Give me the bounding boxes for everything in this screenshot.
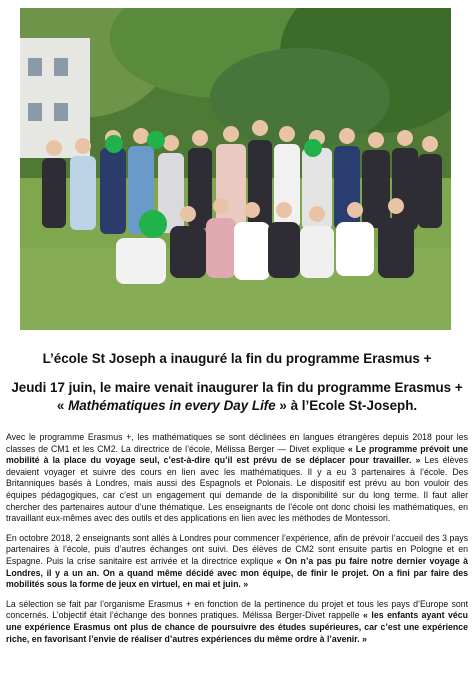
project-title: Mathématiques in every Day Life [68,398,276,413]
article-headline: L’école St Joseph a inauguré la fin du programme Erasmus + [42,351,432,366]
paragraph-2: En octobre 2018, 2 enseignants sont allés à Londres pour commencer l’expérience, afin de prévoir l’accueil des 3 pays partenaires à l’école, puis d’autres échanges ont suivi. Des élèves de CM2 sont ensuite partis en Pologne et en Espagne. Puis la crise sanitaire est arrivée et la directrice explique « On n’a pas pu faire notre dernier voyage à Londres, il y a un an. On a quand même décidé avec mon équipe, de finir le projet. On a fini par faire des mobilités sous la forme de jeux en virtuel, en mai et juin. » [6,532,468,590]
face-blur-dot [304,139,322,157]
quote-director-3: « les enfants ayant vécu une expérience Erasmus ont plus de chance de poursuivre des études supérieures, car c’est une expérience riche, en favorisant l’envie de réaliser d’autres expériences du même ordre à l’avenir. » [6,610,468,644]
subheadline-line-1: Jeudi 17 juin, le maire venait inaugurer la fin du programme Erasmus + [11,380,463,395]
quote-director-1: « Le programme prévoit une mobilité à la place du voyage seul, c’est-à-dire qu’il est prévu de se déplacer pour travailler. » [6,443,469,466]
group-photo-illustration [20,8,451,330]
face-blur-dot [139,210,167,238]
article-subheadline [0,379,474,415]
paragraph-3: La sélection se fait par l’organisme Erasmus + en fonction de la pertinence du projet et tous les pays d’Europe sont concernés. L’objectif était l’échange des bonnes pratiques. Mélissa Berger-Divet rappelle « les enfants ayant vécu une expérience Erasmus ont plus de chance de poursuivre des études supérieures, car c’est une expérience riche, en favorisant l’envie de réaliser d’autres expériences du même ordre à l’avenir. » [6,598,468,644]
subheadline-line-2: « Mathématiques in every Day Life » à l’Ecole St-Joseph. [56,398,418,413]
quote-director-2: « On n’a pas pu faire notre dernier voyage à Londres, il y a un an. On a quand même décidé avec mon équipe, de finir le projet. On a fini par faire des mobilités sous la forme de jeux en virtuel, en mai et juin. » [6,555,468,590]
face-blur-dot [105,135,123,153]
article-body [6,432,468,653]
group-photo [20,8,451,330]
face-blur-dot [147,131,165,149]
paragraph-1: Avec le programme Erasmus +, les mathématiques se sont déclinées en langues étrangères depuis 2018 pour les classes de CM1 et les CM2. La directrice de l’école, Mélissa Berger — Divet explique « Le programme prévoit une mobilité à la place du voyage seul, c’est-à-dire qu’il est prévu de se déplacer pour travailler. » Les élèves devaient voyager et suivre des cours en lien avec les mathématiques. Il y a eu 3 partenaires à l’école. Des Britanniques basés à Londres, mais aussi des Espagnols et Polonais. Le dispositif est prévu au bon vouloir des équipes pédagogiques, car c’est un engagement qui demande de la disponibilité sur du long terme. Il faut aller chercher des partenaires autour d’une thématique. Les enseignants de l’école ont donc choisi les mathématiques, en travaillant eux-mêmes avec des outils et des applications en lien avec les méthodes de Montessori. [6,432,469,524]
